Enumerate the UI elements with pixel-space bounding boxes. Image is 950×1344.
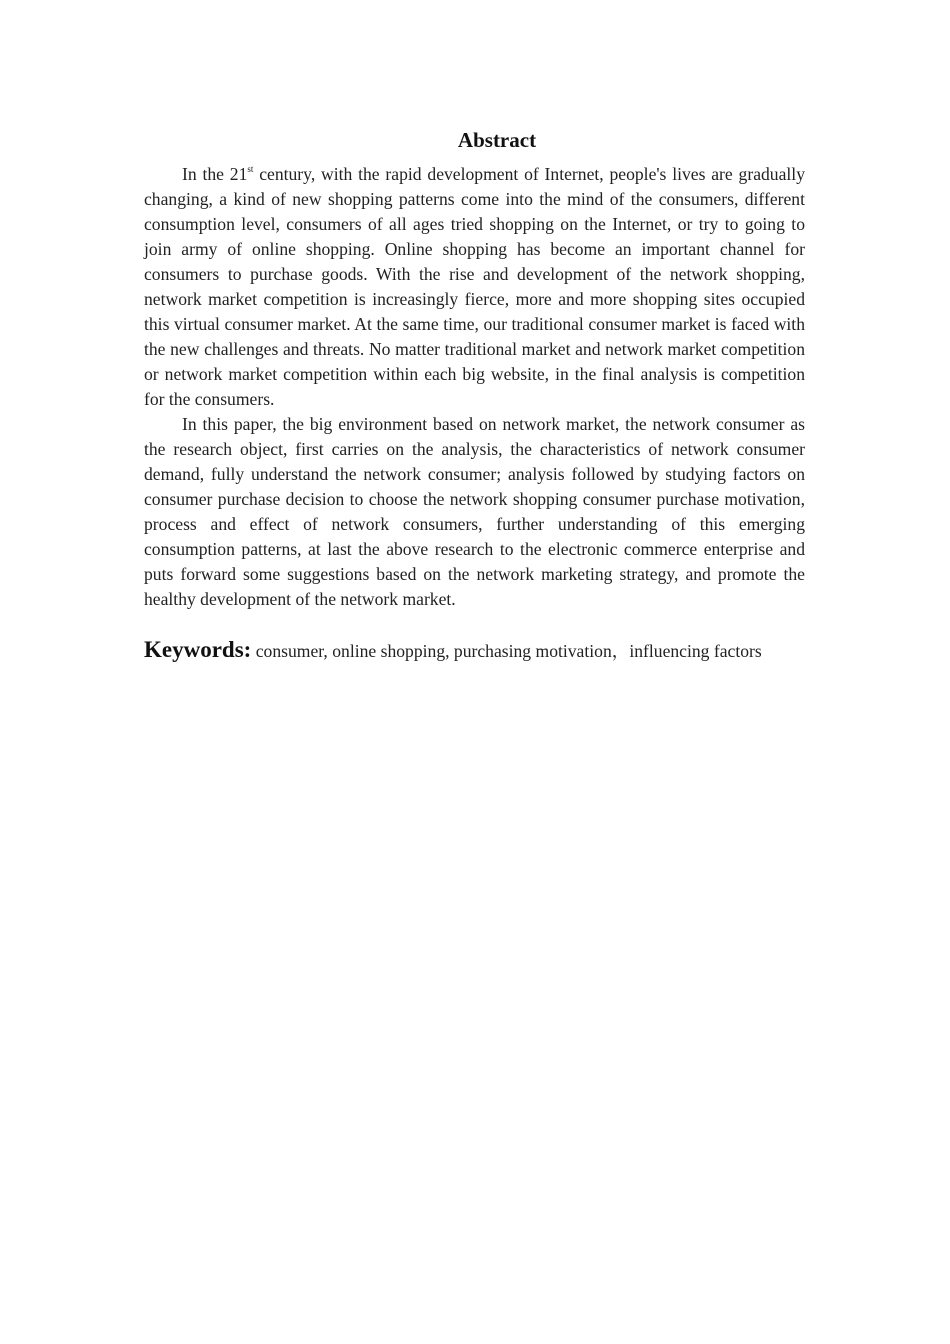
abstract-title: Abstract (457, 128, 537, 152)
paragraph-1-lead: In the 21 (182, 164, 248, 184)
abstract-paragraph-1 (144, 162, 805, 412)
paragraph-1-body: century, with the rapid development of Internet, people's lives are gradually changing, a kind of new shopping patterns come into the mind of the consumers, different consumption level, consumers of all ages tried shopping on the Internet, or try to going to join army of online shopping. Online shopping has become an important channel for consumers to purchase goods. With the rise and development of the network shopping, network market competition is increasingly fierce, more and more shopping sites occupied this virtual consumer market. At the same time, our traditional consumer market is faced with the new challenges and threats. No matter traditional market and network market competition or network market competition within each big website, in the final analysis is competition for the consumers. (144, 164, 805, 409)
abstract-paragraph-2: In this paper, the big environment based on network market, the network consumer as the research object, first carries on the analysis, the characteristics of network consumer demand, fully understand the network consumer; analysis followed by studying factors on consumer purchase decision to choose the network shopping consumer purchase motivation, process and effect of network consumers, further understanding of this emerging consumption patterns, at last the above research to the electronic commerce enterprise and puts forward some suggestions based on the network marketing strategy, and promote the healthy development of the network market. (144, 414, 805, 609)
abstract-section (144, 126, 805, 666)
keywords-label: Keywords: (144, 637, 252, 662)
keywords-line (144, 635, 805, 666)
ordinal-superscript: st (247, 164, 254, 174)
keywords-text: consumer, online shopping, purchasing motivation，influencing factors (255, 641, 762, 661)
